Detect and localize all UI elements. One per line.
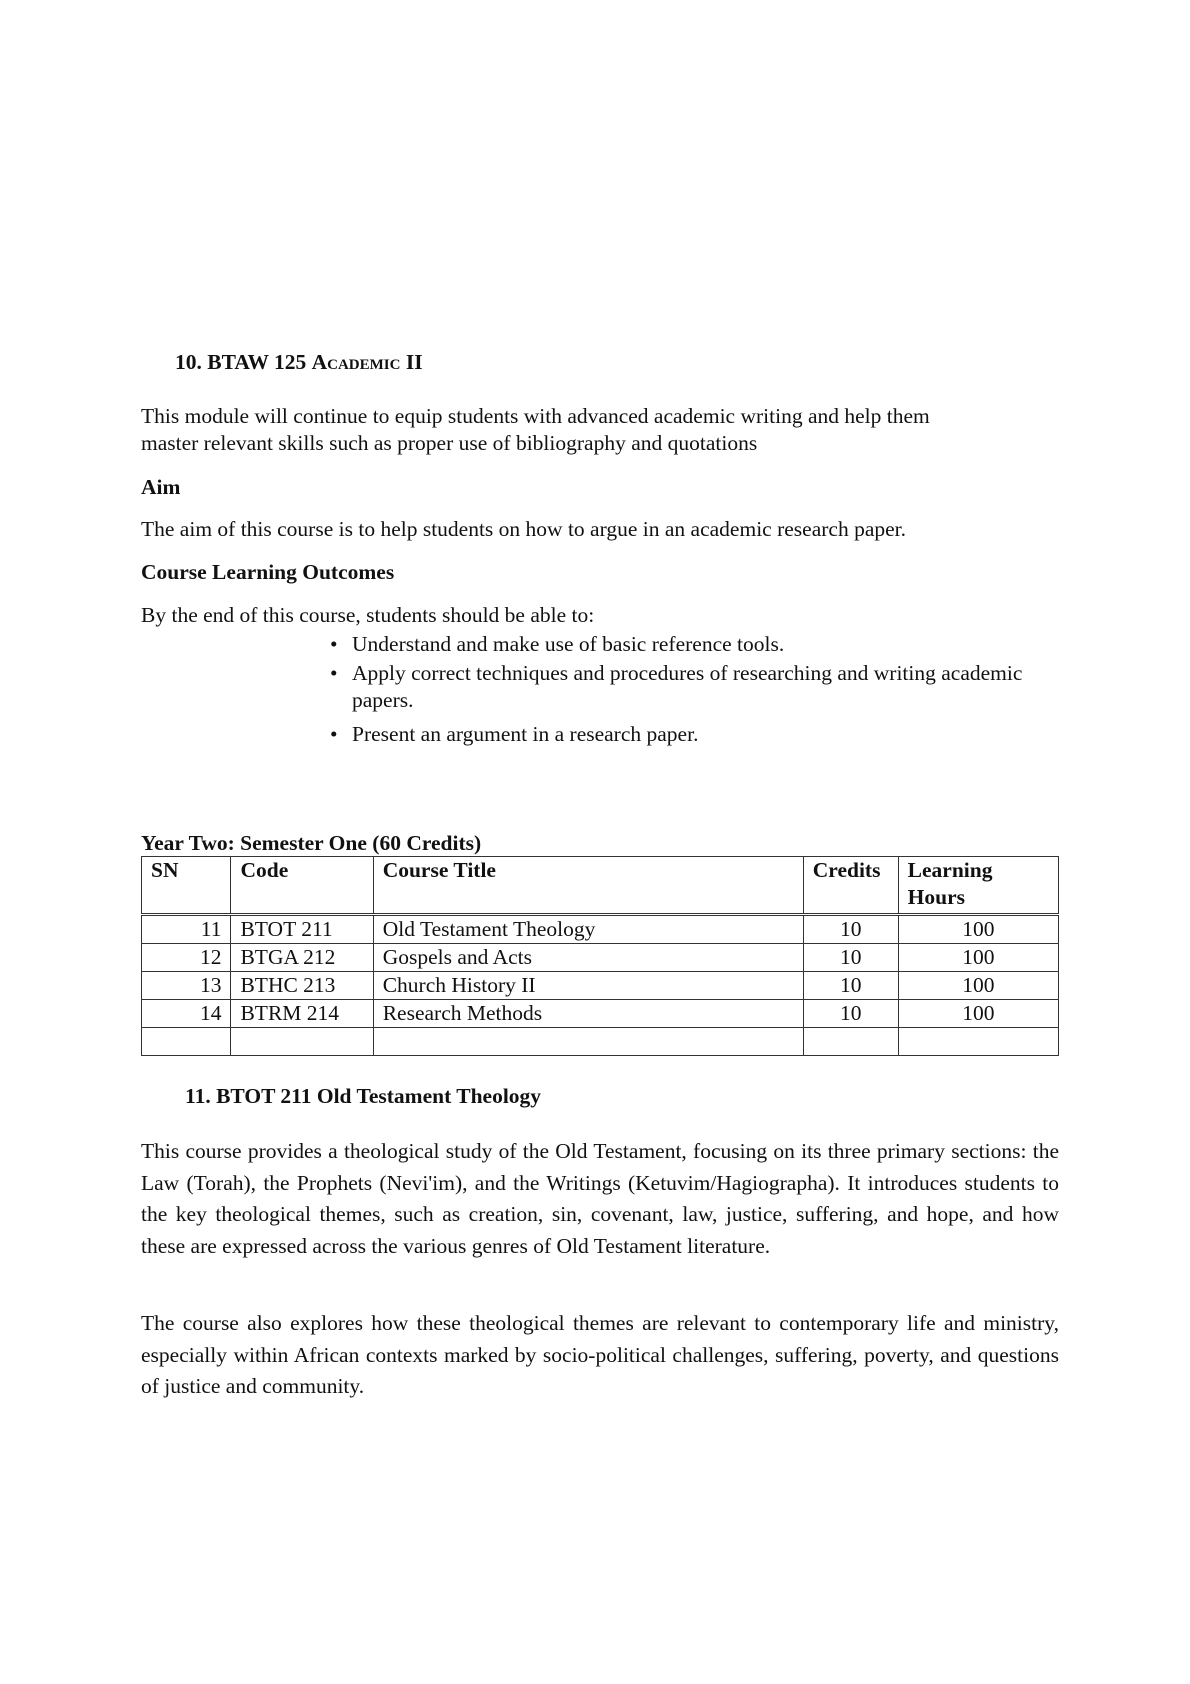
section-11-paragraph-2: The course also explores how these theological themes are relevant to contemporary life and ministry, especially within African contexts marked by socio-political challenges, suffering, poverty, and questions of justice and community. bbox=[141, 1311, 1059, 1398]
cell-sn: 14 bbox=[142, 1000, 231, 1028]
cell-sn: 13 bbox=[142, 972, 231, 1000]
cell-code: BTGA 212 bbox=[231, 944, 373, 972]
section-10-title: Academic II bbox=[311, 350, 423, 374]
cell-credits: 10 bbox=[803, 1000, 898, 1028]
bullet-icon: • bbox=[330, 632, 338, 656]
cell-hours: 100 bbox=[898, 1000, 1058, 1028]
semester-course-table bbox=[141, 856, 1059, 1056]
header-credits: Credits bbox=[803, 857, 898, 915]
bullet-icon: • bbox=[330, 722, 338, 746]
cell-hours: 100 bbox=[898, 915, 1058, 944]
cell-title bbox=[373, 1028, 803, 1056]
cell-credits: 10 bbox=[803, 944, 898, 972]
cell-hours: 100 bbox=[898, 972, 1058, 1000]
cell-code bbox=[231, 1028, 373, 1056]
intro-line-2: master relevant skills such as proper use of bibliography and quotations bbox=[141, 431, 758, 455]
header-course-title: Course Title bbox=[373, 857, 803, 915]
header-sn: SN bbox=[142, 857, 231, 915]
cell-sn: 12 bbox=[142, 944, 231, 972]
cell-code: BTHC 213 bbox=[231, 972, 373, 1000]
cell-code: BTOT 211 bbox=[231, 915, 373, 944]
bullet-icon: • bbox=[330, 661, 338, 685]
outcome-item: • Understand and make use of basic reference tools. bbox=[330, 632, 785, 656]
cell-credits bbox=[803, 1028, 898, 1056]
aim-text: The aim of this course is to help students on how to argue in an academic research paper. bbox=[141, 517, 907, 541]
outcome-item: • Apply correct techniques and procedures of researching and writing academic papers. bbox=[330, 661, 1023, 712]
outcome-item: • Present an argument in a research paper. bbox=[330, 722, 699, 746]
cell-hours bbox=[898, 1028, 1058, 1056]
table-row bbox=[142, 1000, 1059, 1028]
section-11-paragraph-1: This course provides a theological study of the Old Testament, focusing on its three primary sections: the Law (Torah), the Prophets (Nevi'im), and the Writings (Ketuvim/Hagiographa). It introduces students to the key theological themes, such as creation, sin, covenant, law, justice, suffering, and hope, and how these are expressed across the various genres of Old Testament literature. bbox=[141, 1139, 1059, 1258]
table-row bbox=[142, 972, 1059, 1000]
cell-title: Church History II bbox=[373, 972, 803, 1000]
aim-heading: Aim bbox=[141, 475, 181, 499]
table-row-empty bbox=[142, 1028, 1059, 1056]
cell-title: Research Methods bbox=[373, 1000, 803, 1028]
section-10-number: 10. bbox=[175, 350, 202, 374]
header-learning-hours: Learning Hours bbox=[898, 857, 1058, 915]
table-row bbox=[142, 915, 1059, 944]
cell-sn: 11 bbox=[142, 915, 231, 944]
cell-credits: 10 bbox=[803, 915, 898, 944]
cell-sn bbox=[142, 1028, 231, 1056]
intro-line-1: This module will continue to equip students with advanced academic writing and help them bbox=[141, 404, 930, 428]
cell-credits: 10 bbox=[803, 972, 898, 1000]
cell-hours: 100 bbox=[898, 944, 1058, 972]
outcomes-intro: By the end of this course, students should be able to: bbox=[141, 603, 595, 627]
section-11-heading: 11. BTOT 211 Old Testament Theology bbox=[185, 1084, 542, 1108]
cell-title: Gospels and Acts bbox=[373, 944, 803, 972]
table-row bbox=[142, 944, 1059, 972]
section-10-intro bbox=[141, 403, 1061, 457]
cell-code: BTRM 214 bbox=[231, 1000, 373, 1028]
header-code: Code bbox=[231, 857, 373, 915]
section-10-code: BTAW 125 bbox=[207, 350, 307, 374]
table-header-row bbox=[142, 857, 1059, 915]
table-caption: Year Two: Semester One (60 Credits) bbox=[141, 831, 482, 855]
cell-title: Old Testament Theology bbox=[373, 915, 803, 944]
section-10-heading bbox=[175, 350, 423, 375]
outcomes-heading: Course Learning Outcomes bbox=[141, 560, 395, 584]
